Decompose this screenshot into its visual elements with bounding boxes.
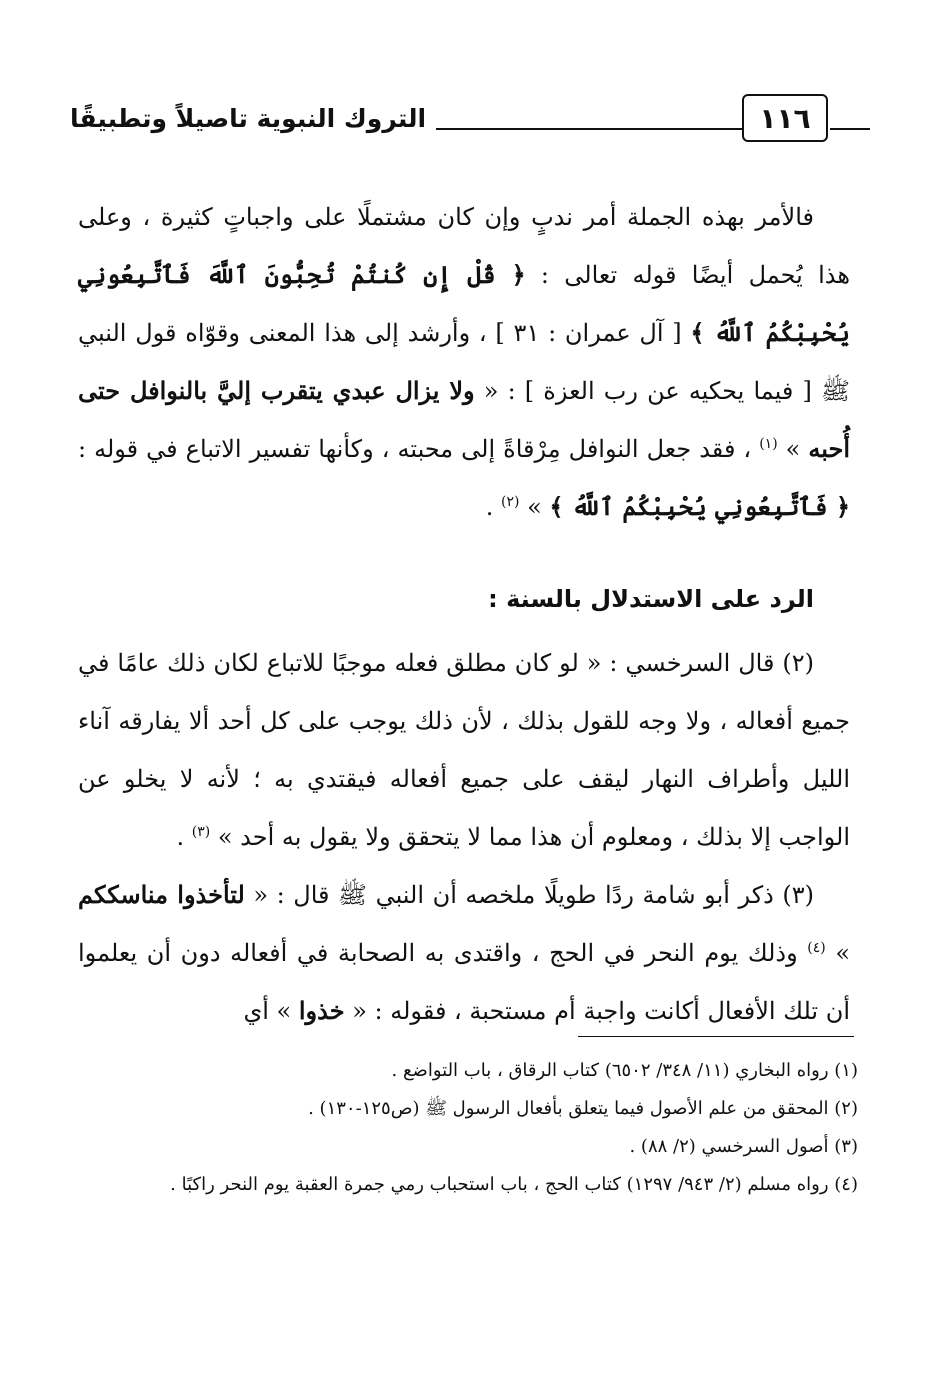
text-segment: (٢) قال السرخسي : « لو كان مطلق فعله موجبًا للاتباع لكان ذلك عامًا في جميع أفعاله ، ولا وجه للقول بذلك ، لأن ذلك يوجب على كل أحد ألا يفارقه آناء الليل وأطراف النهار ليقف على جميع أفعاله فيقتدي به ؛ لأنه لا يخلو عن الواجب إلا بذلك ، ومعلوم أن هذا مما لا يتحقق ولا يقول به أحد » bbox=[78, 649, 850, 851]
text-segment: » bbox=[825, 939, 851, 967]
page-header bbox=[70, 92, 870, 146]
hadith-quote: لتأخذوا مناسككم bbox=[78, 880, 245, 909]
text-segment: . bbox=[485, 493, 501, 521]
paragraph-2 bbox=[78, 634, 850, 866]
header-rule-tail bbox=[830, 128, 870, 130]
paragraph-3 bbox=[78, 866, 850, 1040]
section-heading: الرد على الاستدلال بالسنة : bbox=[488, 585, 814, 613]
footnote-ref: (٣) bbox=[191, 824, 211, 840]
main-text bbox=[78, 188, 850, 1040]
text-segment: [ آل عمران : ٣١ ] ، وأرشد إلى هذا المعنى وقوّاه قول النبي ﷺ [ فيما يحكيه عن رب العزة ] : « bbox=[78, 319, 850, 405]
page-number: ١١٦ bbox=[742, 94, 828, 142]
footnote-4: (٤) رواه مسلم (٢/ ٩٤٣/ ١٢٩٧) كتاب الحج ، باب استحباب رمي جمرة العقبة يوم النحر راكبًا . bbox=[170, 1174, 858, 1195]
quran-verse: ﴿ فَٱتَّبِعُونِي يُحْبِبْكُمُ ٱللَّهُ ﴾ bbox=[549, 492, 850, 521]
footnotes bbox=[78, 1052, 858, 1204]
text-segment: . bbox=[176, 823, 192, 851]
text-segment: » أي bbox=[243, 997, 299, 1025]
text-segment: فالأمر بهذه الجملة أمر ندبٍ وإن كان مشتملًا على واجباتٍ كثيرة ، وعلى هذا يُحمل أيضًا قوله تعالى : bbox=[78, 203, 850, 289]
paragraph-1 bbox=[78, 188, 850, 536]
footnote-1: (١) رواه البخاري (١١/ ٣٤٨/ ٦٥٠٢) كتاب الرقاق ، باب التواضع . bbox=[391, 1060, 858, 1081]
text-segment: وذلك يوم النحر في الحج ، واقتدى به الصحابة في أفعاله دون أن يعلموا أن تلك الأفعال أكانت واجبة أم مستحبة ، فقوله : « bbox=[78, 939, 850, 1025]
footnote-2: (٢) المحقق من علم الأصول فيما يتعلق بأفعال الرسول ﷺ (ص١٢٥-١٣٠) . bbox=[308, 1098, 858, 1119]
text-segment: ، فقد جعل النوافل مِرْقاةً إلى محبته ، وكأنها تفسير الاتباع في قوله : bbox=[78, 435, 760, 463]
footnote-3: (٣) أصول السرخسي (٢/ ٨٨) . bbox=[629, 1136, 858, 1157]
text-segment: » bbox=[777, 435, 809, 463]
footnote-ref: (٢) bbox=[500, 494, 520, 510]
text-segment: (٣) ذكر أبو شامة ردًا طويلًا ملخصه أن النبي ﷺ قال : « bbox=[244, 881, 814, 909]
footnote-ref: (١) bbox=[759, 436, 778, 452]
hadith-quote: ولا يزال عبدي يتقرب إليَّ بالنوافل حتى أُحبه bbox=[78, 376, 850, 463]
running-title: التروك النبوية تاصيلاً وتطبيقًا bbox=[70, 104, 436, 133]
quoted-word: خذوا bbox=[298, 996, 345, 1025]
quran-verse: ﴿ قُلْ إِن كُنتُمْ تُحِبُّونَ ٱللَّهَ فَٱتَّبِعُونِي يُحْبِبْكُمُ ٱللَّهُ ﴾ bbox=[78, 260, 850, 347]
text-segment: » bbox=[519, 493, 550, 521]
footnote-separator bbox=[578, 1036, 854, 1037]
footnote-ref: (٤) bbox=[807, 940, 826, 956]
